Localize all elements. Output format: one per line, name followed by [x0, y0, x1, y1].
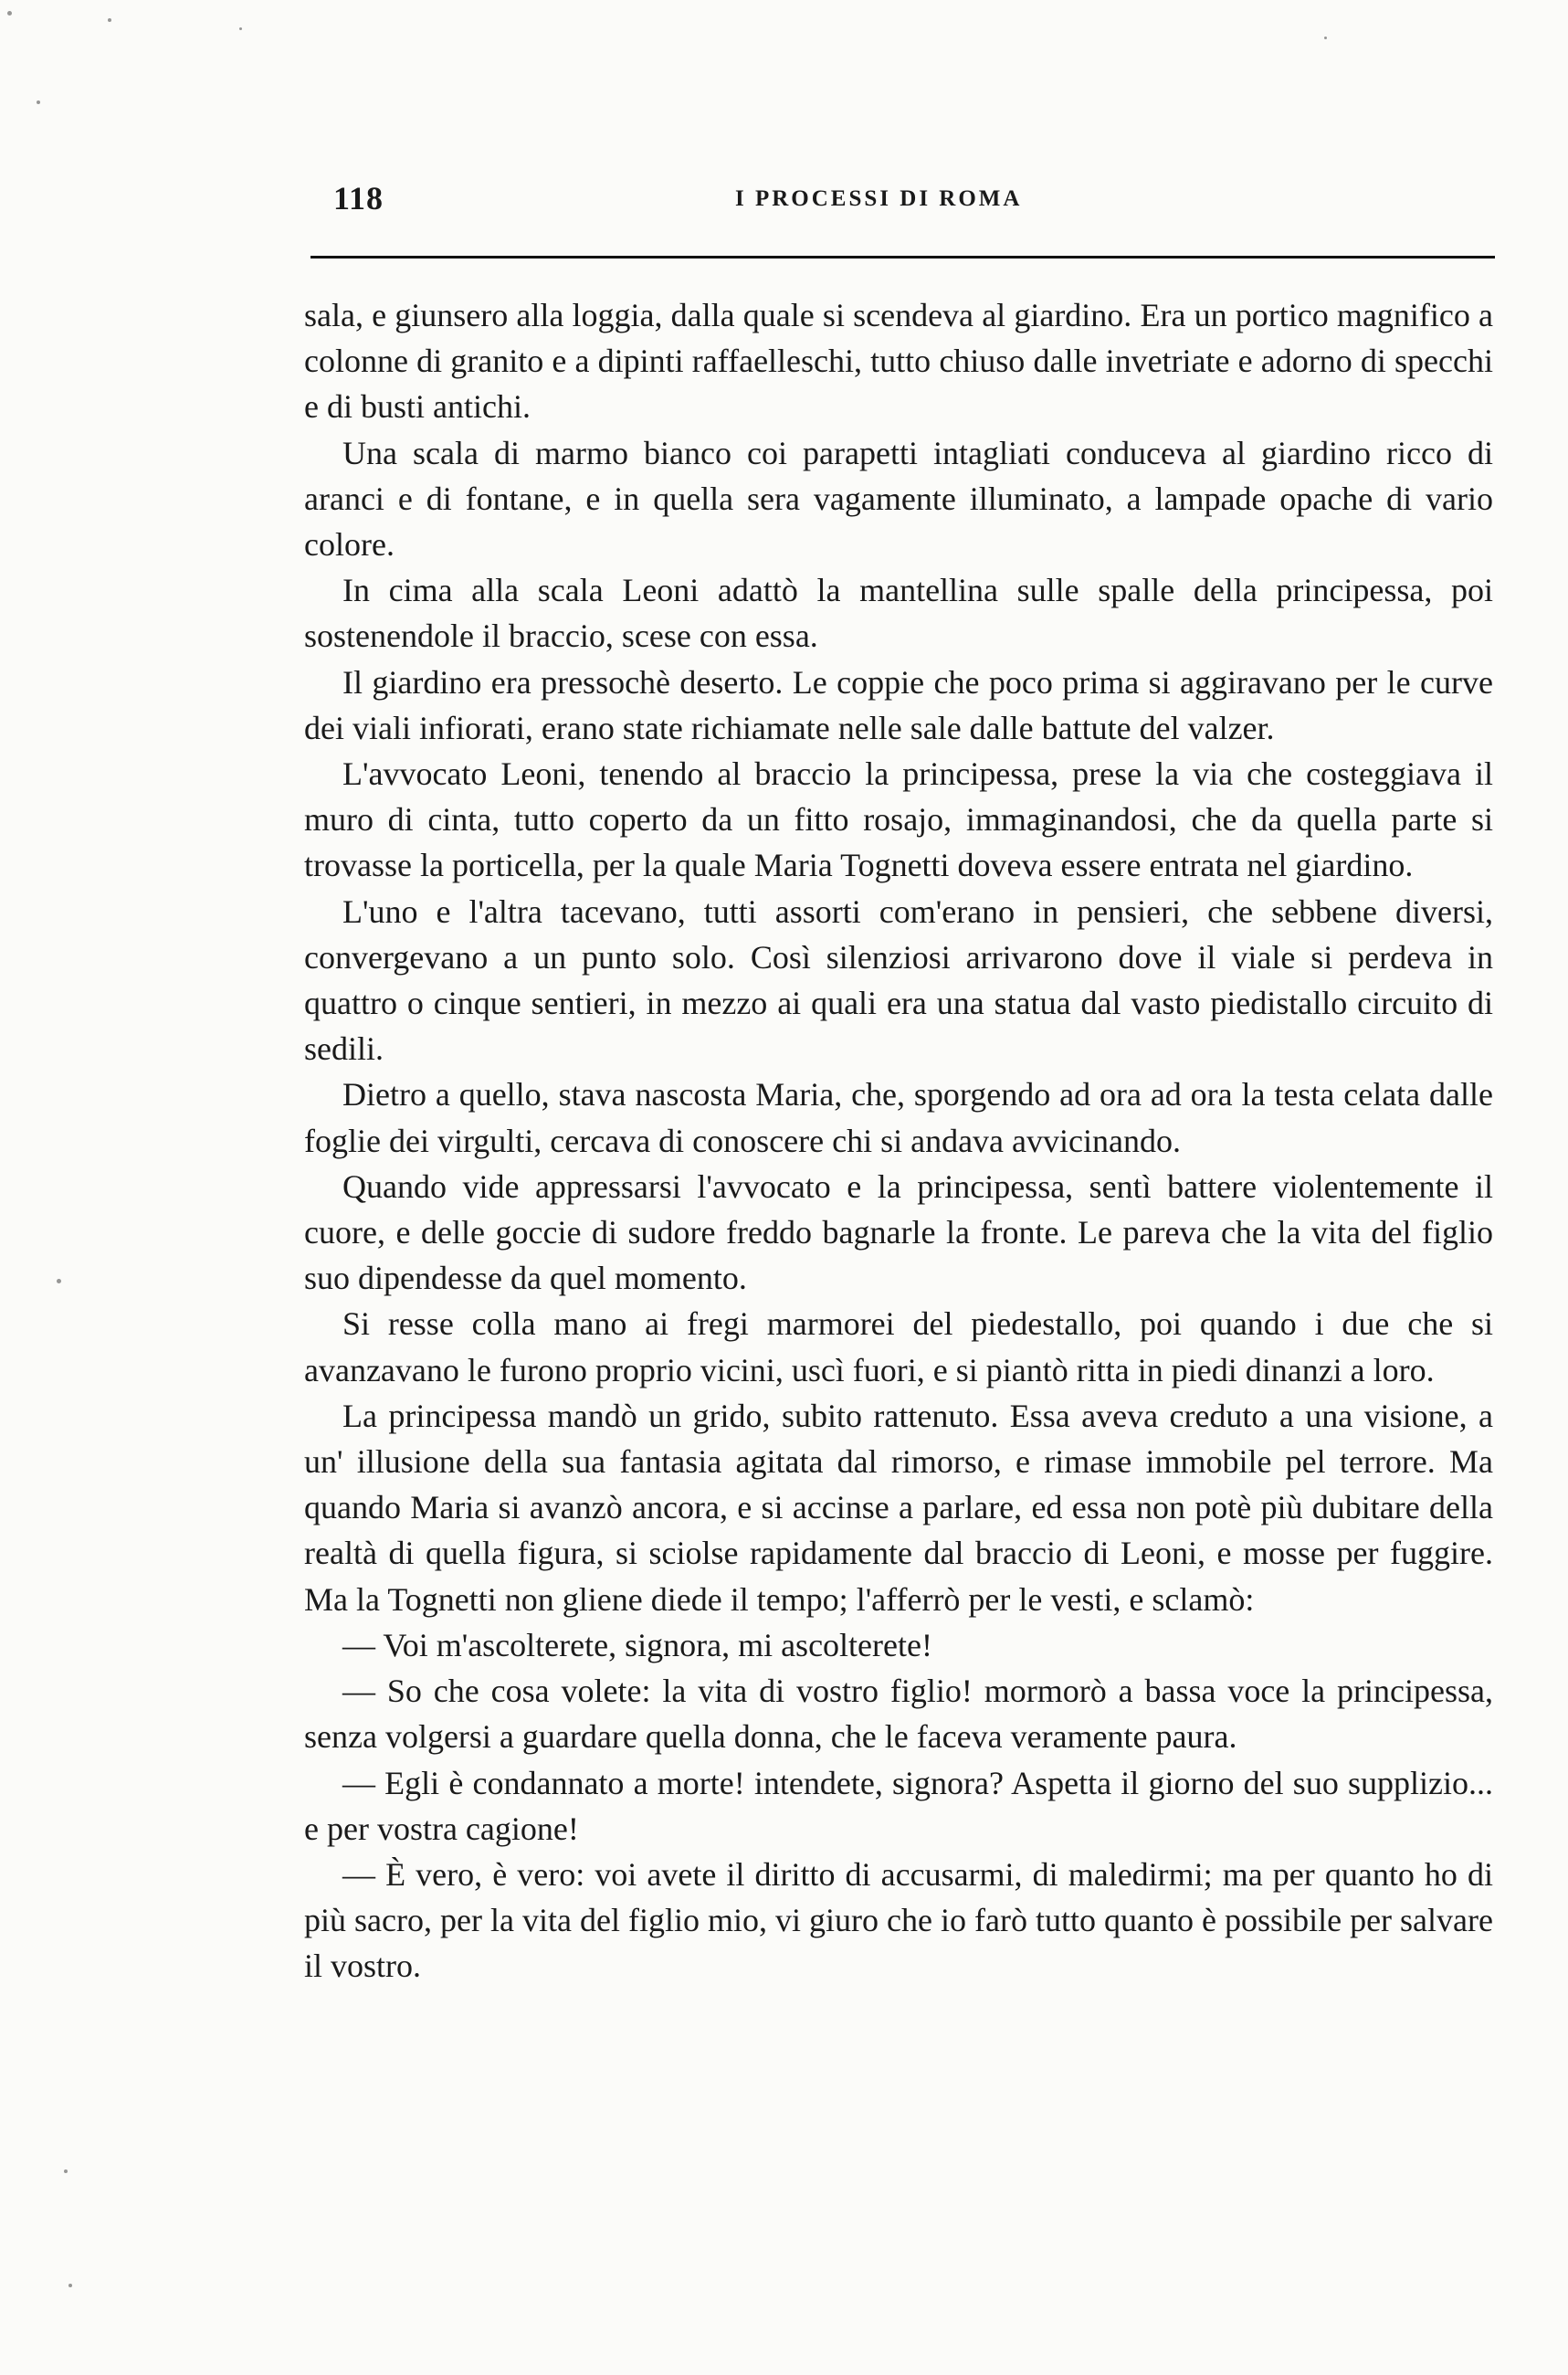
dialogue-line: — Voi m'ascolterete, signora, mi ascolterete! [342, 1626, 932, 1663]
paragraph: L'avvocato Leoni, tenendo al braccio la principessa, prese la via che costeggiava il muro di cinta, tutto coperto da un fitto rosajo, immaginandosi, che da quella parte si trovasse la porticella, per la quale Maria Tognetti doveva essere entrata nel giardino. [304, 755, 1493, 884]
scan-speck [1324, 37, 1327, 39]
running-title: I PROCESSI DI ROMA [735, 186, 1023, 211]
scan-speck [239, 27, 242, 30]
scan-speck [57, 1279, 61, 1283]
page-header [333, 179, 1489, 219]
paragraph: Quando vide appressarsi l'avvocato e la principessa, sentì battere violentemente il cuore, e delle goccie di sudore freddo bagnarle la fronte. Le pareva che la vita del figlio suo dipendesse da quel momento. [304, 1167, 1493, 1297]
scan-speck [108, 18, 111, 22]
paragraph: Dietro a quello, stava nascosta Maria, che, sporgendo ad ora ad ora la testa celata dalle foglie dei virgulti, cercava di conoscere chi si andava avvicinando. [304, 1076, 1493, 1159]
scan-speck [64, 2169, 68, 2173]
page-number: 118 [333, 180, 384, 216]
dialogue-line: — Egli è condannato a morte! intendete, signora? Aspetta il giorno del suo supplizio... e per vostra cagione! [304, 1764, 1493, 1847]
body-text [304, 292, 1493, 1990]
paragraph: L'uno e l'altra tacevano, tutti assorti com'erano in pensieri, che sebbene diversi, convergevano a un punto solo. Così silenziosi arrivarono dove il viale si perdeva in quattro o cinque sentieri, in mezzo ai quali era una statua dal vasto piedistallo circuito di sedili. [304, 892, 1493, 1068]
scan-speck [68, 2284, 72, 2287]
paragraph: La principessa mandò un grido, subito rattenuto. Essa aveva creduto a una visione, a un' illusione della sua fantasia agitata dal rimorso, e rimase immobile pel terrore. Ma quando Maria si avanzò ancora, e si accinse a parlare, ed essa non potè più dubitare della realtà di quella figura, si sciolse rapidamente dal braccio di Leoni, e mosse per fuggire. Ma la Tognetti non gliene diede il tempo; l'afferrò per le vesti, e sclamò: [304, 1397, 1493, 1618]
paragraph: Il giardino era pressochè deserto. Le coppie che poco prima si aggiravano per le curve dei viali infiorati, erano state richiamate nelle sale dalle battute del valzer. [304, 663, 1493, 746]
scan-speck [7, 11, 12, 16]
dialogue-line: — È vero, è vero: voi avete il diritto di accusarmi, di maledirmi; ma per quanto ho di più sacro, per la vita del figlio mio, vi giuro che io farò tutto quanto è possibile per salvare il vostro. [304, 1855, 1493, 1985]
paragraph: sala, e giunsero alla loggia, dalla quale si scendeva al giardino. Era un portico magnifico a colonne di granito e a dipinti raffaelleschi, tutto chiuso dalle invetriate e adorno di specchi e di busti antichi. [304, 297, 1493, 426]
dialogue-line: — So che cosa volete: la vita di vostro figlio! mormorò a bassa voce la principessa, senza volgersi a guardare quella donna, che le faceva veramente paura. [304, 1673, 1493, 1756]
paragraph: Una scala di marmo bianco coi parapetti intagliati conduceva al giardino ricco di aranci e di fontane, e in quella sera vagamente illuminato, a lampade opache di vario colore. [304, 434, 1493, 564]
paragraph: Si resse colla mano ai fregi marmorei del piedestallo, poi quando i due che si avanzavano le furono proprio vicini, uscì fuori, e si piantò ritta in piedi dinanzi a loro. [304, 1305, 1493, 1388]
scan-speck [37, 100, 40, 104]
paragraph: In cima alla scala Leoni adattò la mantellina sulle spalle della principessa, poi sostenendole il braccio, scese con essa. [304, 572, 1493, 655]
header-rule [310, 256, 1495, 259]
